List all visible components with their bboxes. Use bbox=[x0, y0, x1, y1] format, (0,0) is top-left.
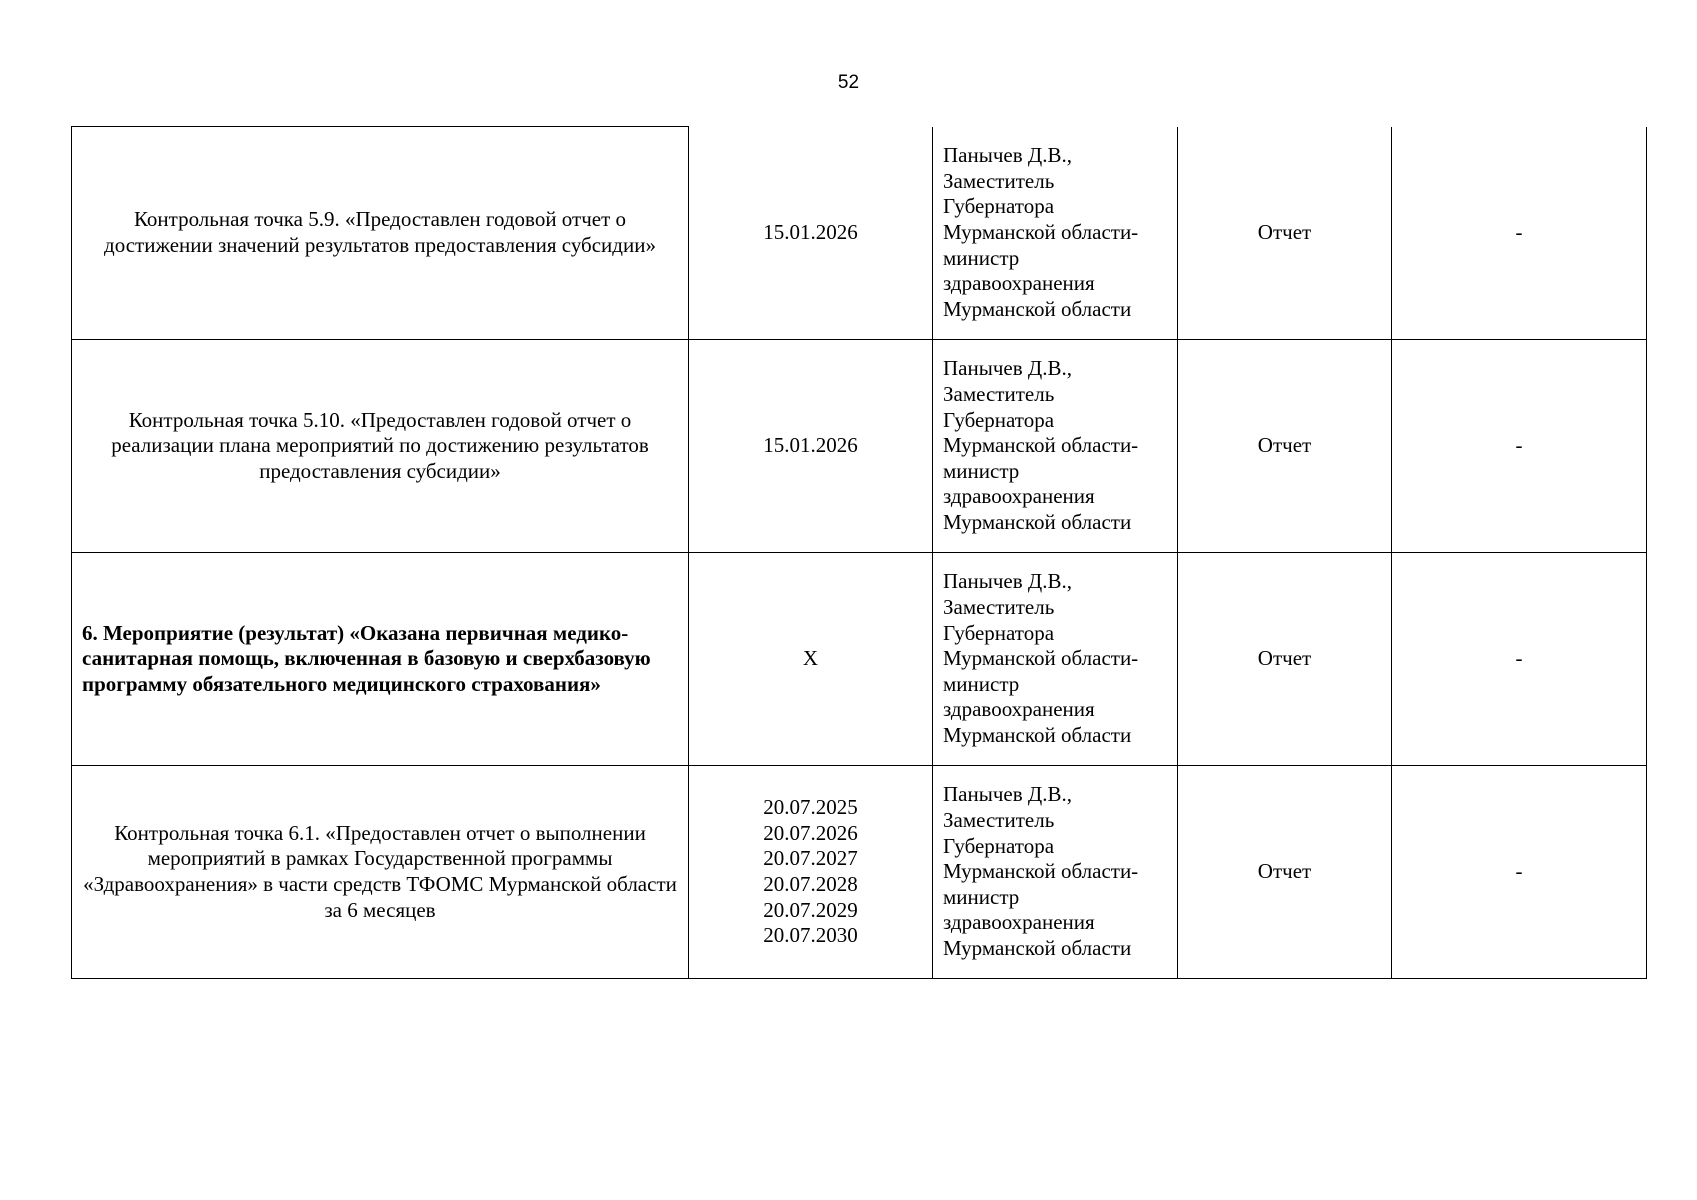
table-row bbox=[72, 127, 1647, 340]
responsible-line: Губернатора bbox=[943, 194, 1055, 219]
responsible-line: Мурманской области- bbox=[943, 219, 1139, 244]
responsible-line: Губернатора bbox=[943, 833, 1055, 858]
document-type-cell: Отчет bbox=[1178, 553, 1392, 766]
deadline-cell bbox=[689, 340, 933, 553]
event-name-cell: 6. Мероприятие (результат) «Оказана первичная медико-санитарная помощь, включенная в базовую и сверхбазовую программу обязательного медицинского страхования» bbox=[72, 553, 689, 766]
deadline-date: 15.01.2026 bbox=[763, 433, 858, 458]
deadline-cell bbox=[689, 553, 933, 766]
note-cell: - bbox=[1392, 766, 1647, 979]
responsible-line: здравоохранения bbox=[943, 484, 1095, 509]
responsible-line: Панычев Д.В., bbox=[943, 569, 1072, 594]
note-cell: - bbox=[1392, 127, 1647, 340]
deadline-date: X bbox=[802, 646, 819, 671]
responsible-line: Панычев Д.В., bbox=[943, 356, 1072, 381]
responsible-line: Мурманской области- bbox=[943, 433, 1139, 458]
deadline-cell bbox=[689, 127, 933, 340]
table-row bbox=[72, 340, 1647, 553]
page-number: 52 bbox=[837, 72, 860, 93]
responsible-cell bbox=[933, 553, 1178, 766]
responsible-line: Мурманской области bbox=[943, 722, 1132, 747]
deadline-date: 20.07.2029 bbox=[763, 897, 858, 922]
responsible-line: министр bbox=[943, 458, 1020, 483]
deadline-cell bbox=[689, 766, 933, 979]
deadline-date: 20.07.2026 bbox=[763, 820, 858, 845]
document-type-cell: Отчет bbox=[1178, 766, 1392, 979]
responsible-line: Губернатора bbox=[943, 407, 1055, 432]
table-row bbox=[72, 766, 1647, 979]
responsible-line: Губернатора bbox=[943, 620, 1055, 645]
responsible-line: Заместитель bbox=[943, 595, 1055, 620]
deadline-date: 20.07.2027 bbox=[763, 846, 858, 871]
responsible-line: Заместитель bbox=[943, 168, 1055, 193]
responsible-line: Мурманской области bbox=[943, 296, 1132, 321]
responsible-line: министр bbox=[943, 671, 1020, 696]
table-body bbox=[72, 127, 1647, 979]
responsible-line: Мурманской области- bbox=[943, 859, 1139, 884]
document-type-cell: Отчет bbox=[1178, 127, 1392, 340]
control-points-table bbox=[71, 126, 1647, 979]
note-cell: - bbox=[1392, 340, 1647, 553]
event-name-cell: Контрольная точка 6.1. «Предоставлен отчет о выполнении мероприятий в рамках Государственной программы «Здравоохранения» в части средств ТФОМС Мурманской области за 6 месяцев bbox=[72, 766, 689, 979]
responsible-line: здравоохранения bbox=[943, 697, 1095, 722]
responsible-cell bbox=[933, 766, 1178, 979]
responsible-line: Панычев Д.В., bbox=[943, 143, 1072, 168]
responsible-line: здравоохранения bbox=[943, 910, 1095, 935]
event-name-cell: Контрольная точка 5.10. «Предоставлен годовой отчет о реализации плана мероприятий по достижению результатов предоставления субсидии» bbox=[72, 340, 689, 553]
deadline-date: 20.07.2028 bbox=[763, 872, 858, 896]
table-row bbox=[72, 553, 1647, 766]
note-cell: - bbox=[1392, 553, 1647, 766]
deadline-date: 20.07.2025 bbox=[763, 795, 858, 820]
responsible-line: Панычев Д.В., bbox=[943, 782, 1072, 807]
responsible-line: Мурманской области bbox=[943, 935, 1132, 960]
responsible-line: министр bbox=[943, 884, 1020, 909]
responsible-line: Заместитель bbox=[943, 382, 1055, 407]
responsible-line: Мурманской области bbox=[943, 509, 1132, 534]
responsible-cell bbox=[933, 340, 1178, 553]
deadline-date: 15.01.2026 bbox=[763, 219, 858, 244]
responsible-cell bbox=[933, 127, 1178, 340]
responsible-line: Мурманской области- bbox=[943, 646, 1139, 671]
deadline-date: 20.07.2030 bbox=[763, 923, 858, 948]
responsible-line: Заместитель bbox=[943, 808, 1055, 833]
document-type-cell: Отчет bbox=[1178, 340, 1392, 553]
responsible-line: здравоохранения bbox=[943, 271, 1095, 296]
event-name-cell: Контрольная точка 5.9. «Предоставлен годовой отчет о достижении значений результатов предоставления субсидии» bbox=[72, 127, 689, 340]
responsible-line: министр bbox=[943, 245, 1020, 270]
